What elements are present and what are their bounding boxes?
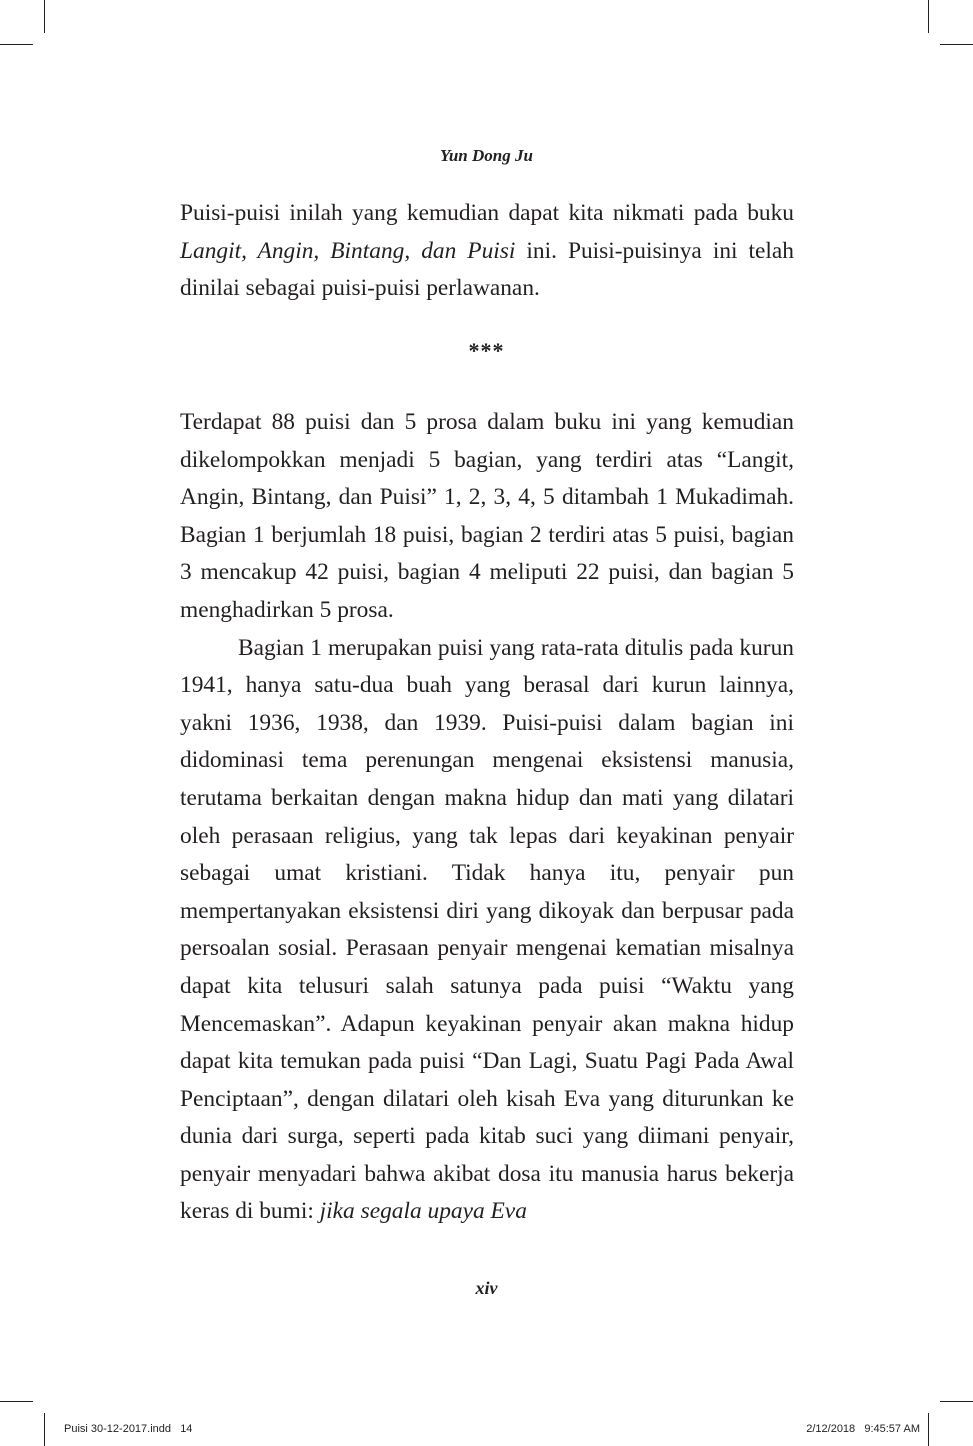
running-head: Yun Dong Ju bbox=[440, 146, 533, 165]
crop-mark-top-right-horizontal bbox=[940, 44, 973, 45]
paragraph-intro bbox=[180, 195, 794, 308]
page-number: xiv bbox=[475, 1278, 498, 1298]
paragraph-intro-text bbox=[180, 195, 794, 308]
paragraph-part-one bbox=[180, 630, 794, 1232]
book-title: Langit, Angin, Bintang, dan Puisi bbox=[180, 237, 516, 264]
paragraph-part-one-quote: jika segala upaya Eva bbox=[319, 1198, 527, 1225]
paragraph-intro-part1: Puisi-puisi inilah yang kemudian dapat kita nikmati pada buku bbox=[180, 200, 794, 226]
crop-mark-bottom-right-vertical bbox=[928, 1413, 929, 1446]
main-text-block bbox=[180, 404, 794, 1231]
crop-mark-top-left-horizontal bbox=[0, 44, 33, 45]
crop-mark-top-left-vertical bbox=[44, 0, 45, 33]
paragraph-intro-part2: ini. Puisi-puisinya ini telah dinilai sebagai puisi-puisi perlawanan. bbox=[180, 237, 794, 302]
crop-mark-bottom-right-horizontal bbox=[940, 1401, 973, 1402]
crop-mark-bottom-left-vertical bbox=[44, 1413, 45, 1446]
slug-datetime: 2/12/2018 9:45:57 AM bbox=[806, 1423, 920, 1435]
paragraph-structure: Terdapat 88 puisi dan 5 prosa dalam buku ini yang kemudian dikelompokkan menjadi 5 bagian, yang terdiri atas “Langit, Angin, Bintang, dan Puisi” 1, 2, 3, 4, 5 ditambah 1 Mukadimah. Bagian 1 berjumlah 18 puisi, bagian 2 terdiri atas 5 puisi, bagian 3 mencakup 42 puisi, bagian 4 meliputi 22 puisi, dan bagian 5 menghadirkan 5 prosa. bbox=[180, 409, 794, 623]
slug-filename: Puisi 30-12-2017.indd 14 bbox=[64, 1423, 193, 1435]
crop-mark-top-right-vertical bbox=[928, 0, 929, 33]
crop-mark-bottom-left-horizontal bbox=[0, 1401, 33, 1402]
section-separator: *** bbox=[468, 338, 505, 363]
paragraph-part-one-text: Bagian 1 merupakan puisi yang rata-rata ditulis pada kurun 1941, hanya satu-dua buah yang berasal dari kurun lainnya, yakni 1936, 1938, dan 1939. Puisi-puisi dalam bagian ini didominasi tema perenungan mengenai eksistensi manusia, terutama berkaitan dengan makna hidup dan mati yang dilatari oleh perasaan religius, yang tak lepas dari keyakinan penyair sebagai umat kristiani. Tidak hanya itu, penyair pun mempertanyakan eksistensi diri yang dikoyak dan berpusar pada persoalan sosial. Perasaan penyair mengenai kematian misalnya dapat kita telusuri salah satunya pada puisi “Waktu yang Mencemaskan”. Adapun keyakinan penyair akan makna hidup dapat kita temukan pada puisi “Dan Lagi, Suatu Pagi Pada Awal Penciptaan”, dengan dilatari oleh kisah Eva yang diturunkan ke dunia dari surga, seperti pada kitab suci yang diimani penyair, penyair menyadari bahwa akibat dosa itu manusia harus bekerja keras di bumi: bbox=[180, 634, 794, 1225]
